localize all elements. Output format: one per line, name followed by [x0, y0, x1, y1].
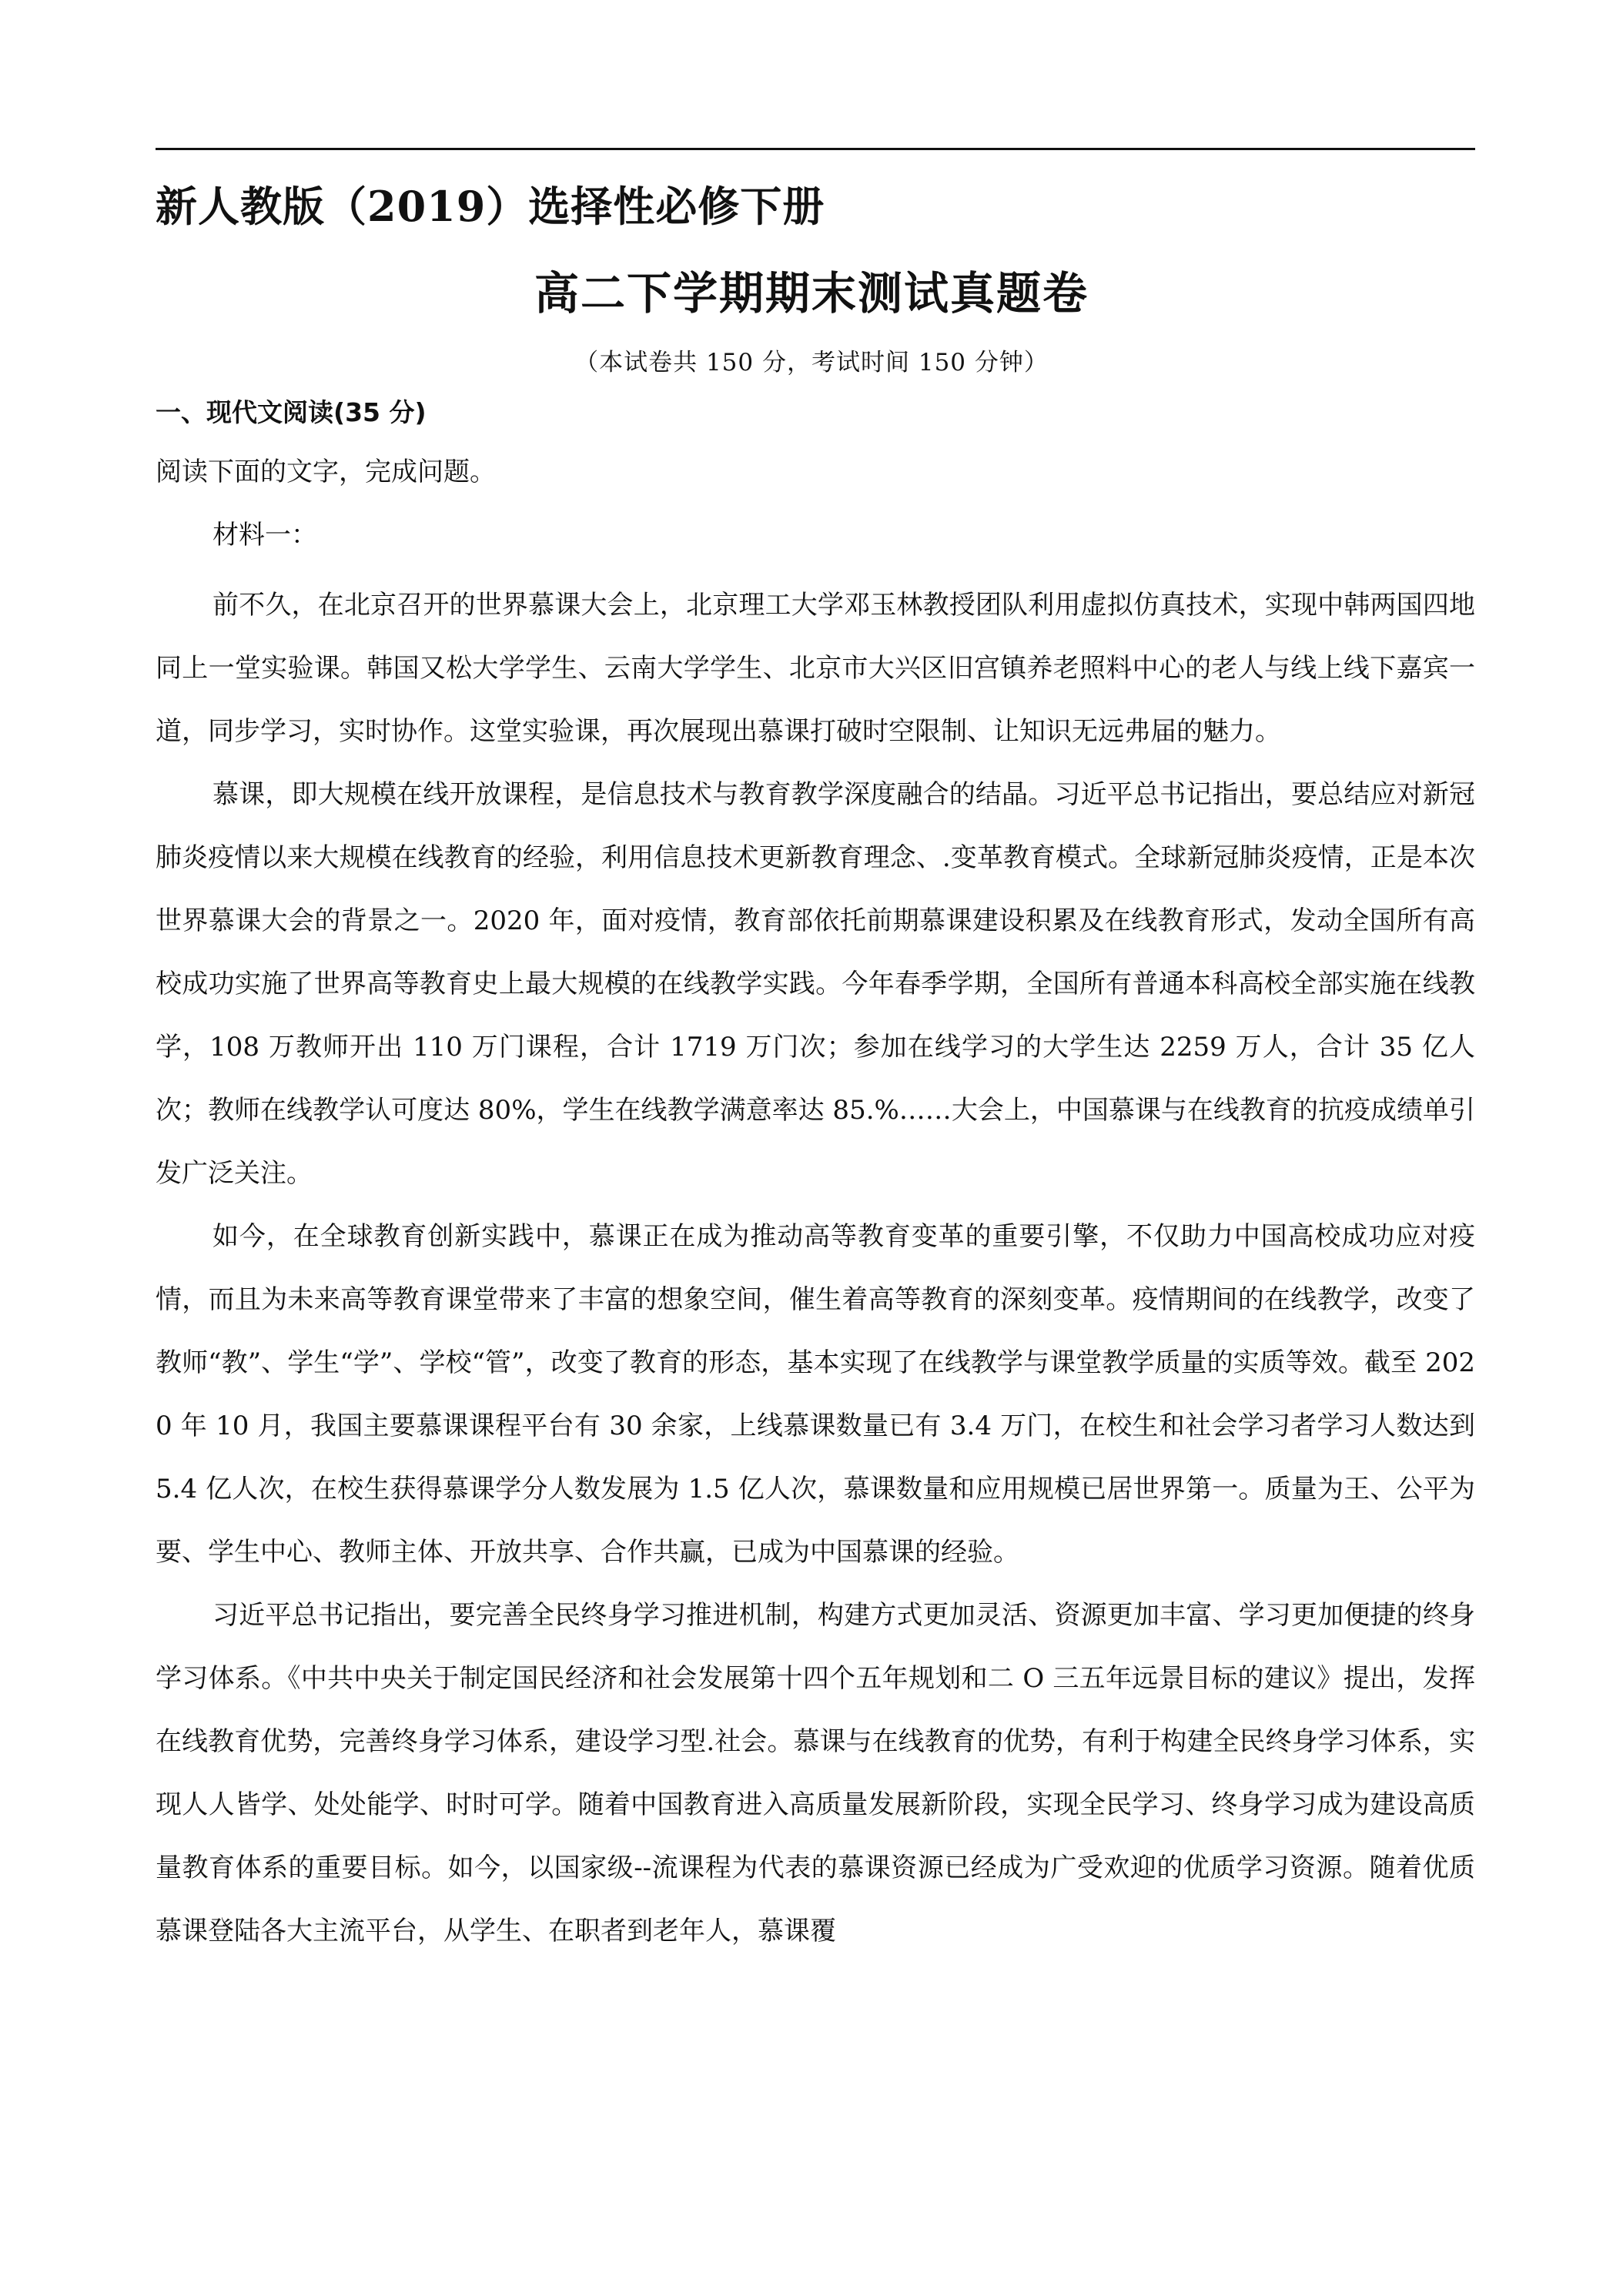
- exam-title: 高二下学期期末测试真题卷: [534, 267, 1089, 320]
- passage-body: [156, 574, 1475, 1963]
- header-rule: [156, 148, 1475, 150]
- header-title: 新人教版（2019）选择性必修下册: [156, 182, 825, 231]
- passage-paragraph-3: 如今，在全球教育创新实践中，慕课正在成为推动高等教育变革的重要引擎，不仅助力中国高校成功应对疫情，而且为未来高等教育课堂带来了丰富的想象空间，催生着高等教育的深刻变革。疫情期间的在线教学，改变了教师“教”、学生“学”、学校“管”，改变了教育的形态，基本实现了在线教学与课堂教学质量的实质等效。截至 2020 年 10 月，我国主要慕课课程平台有 30 余家，上线慕课数量已有 3.4 万门，在校生和社会学习者学习人数达到 5.4 亿人次，在校生获得慕课学分人数发展为 1.5 亿人次，慕课数量和应用规模已居世界第一。质量为王、公平为要、学生中心、教师主体、开放共享、合作共赢，已成为中国慕课的经验。: [156, 1221, 1475, 1568]
- material-label: 材料一：: [212, 520, 317, 551]
- passage-paragraph-2: 慕课，即大规模在线开放课程，是信息技术与教育教学深度融合的结晶。习近平总书记指出，要总结应对新冠肺炎疫情以来大规模在线教育的经验，利用信息技术更新教育理念、.变革教育模式。全球新冠肺炎疫情，正是本次世界慕课大会的背景之一。2020 年，面对疫情，教育部依托前期慕课建设积累及在线教育形式，发动全国所有高校成功实施了世界高等教育史上最大规模的在线教学实践。今年春季学期，全国所有普通本科高校全部实施在线教学，108 万教师开出 110 万门课程，合计 1719 万门次；参加在线学习的大学生达 2259 万人，合计 35 亿人次；教师在线教学认可度达 80%，学生在线教学满意率达 85.%……大会上，中国慕课与在线教育的抗疫成绩单引发广泛关注。: [156, 779, 1475, 1189]
- section-instruction: 阅读下面的文字，完成问题。: [156, 457, 496, 487]
- exam-info: （本试卷共 150 分，考试时间 150 分钟）: [574, 349, 1049, 377]
- passage-paragraph-4: 习近平总书记指出，要完善全民终身学习推进机制，构建方式更加灵活、资源更加丰富、学习更加便捷的终身学习体系。《中共中央关于制定国民经济和社会发展第十四个五年规划和二 O 三五年远景目标的建议》提出，发挥在线教育优势，完善终身学习体系，建设学习型.社会。慕课与在线教育的优势，有利于构建全民终身学习体系，实现人人皆学、处处能学、时时可学。随着中国教育进入高质量发展新阶段，实现全民学习、终身学习成为建设高质量教育体系的重要目标。如今，以国家级--流课程为代表的慕课资源已经成为广受欢迎的优质学习资源。随着优质慕课登陆各大主流平台，从学生、在职者到老年人，慕课覆: [156, 1600, 1475, 1946]
- section-heading: 一、现代文阅读(35 分): [156, 397, 427, 427]
- passage-paragraph-1: 前不久，在北京召开的世界慕课大会上，北京理工大学邓玉林教授团队利用虚拟仿真技术，实现中韩两国四地同上一堂实验课。韩国又松大学学生、云南大学学生、北京市大兴区旧宫镇养老照料中心的老人与线上线下嘉宾一道，同步学习，实时协作。这堂实验课，再次展现出慕课打破时空限制、让知识无远弗届的魅力。: [156, 590, 1475, 747]
